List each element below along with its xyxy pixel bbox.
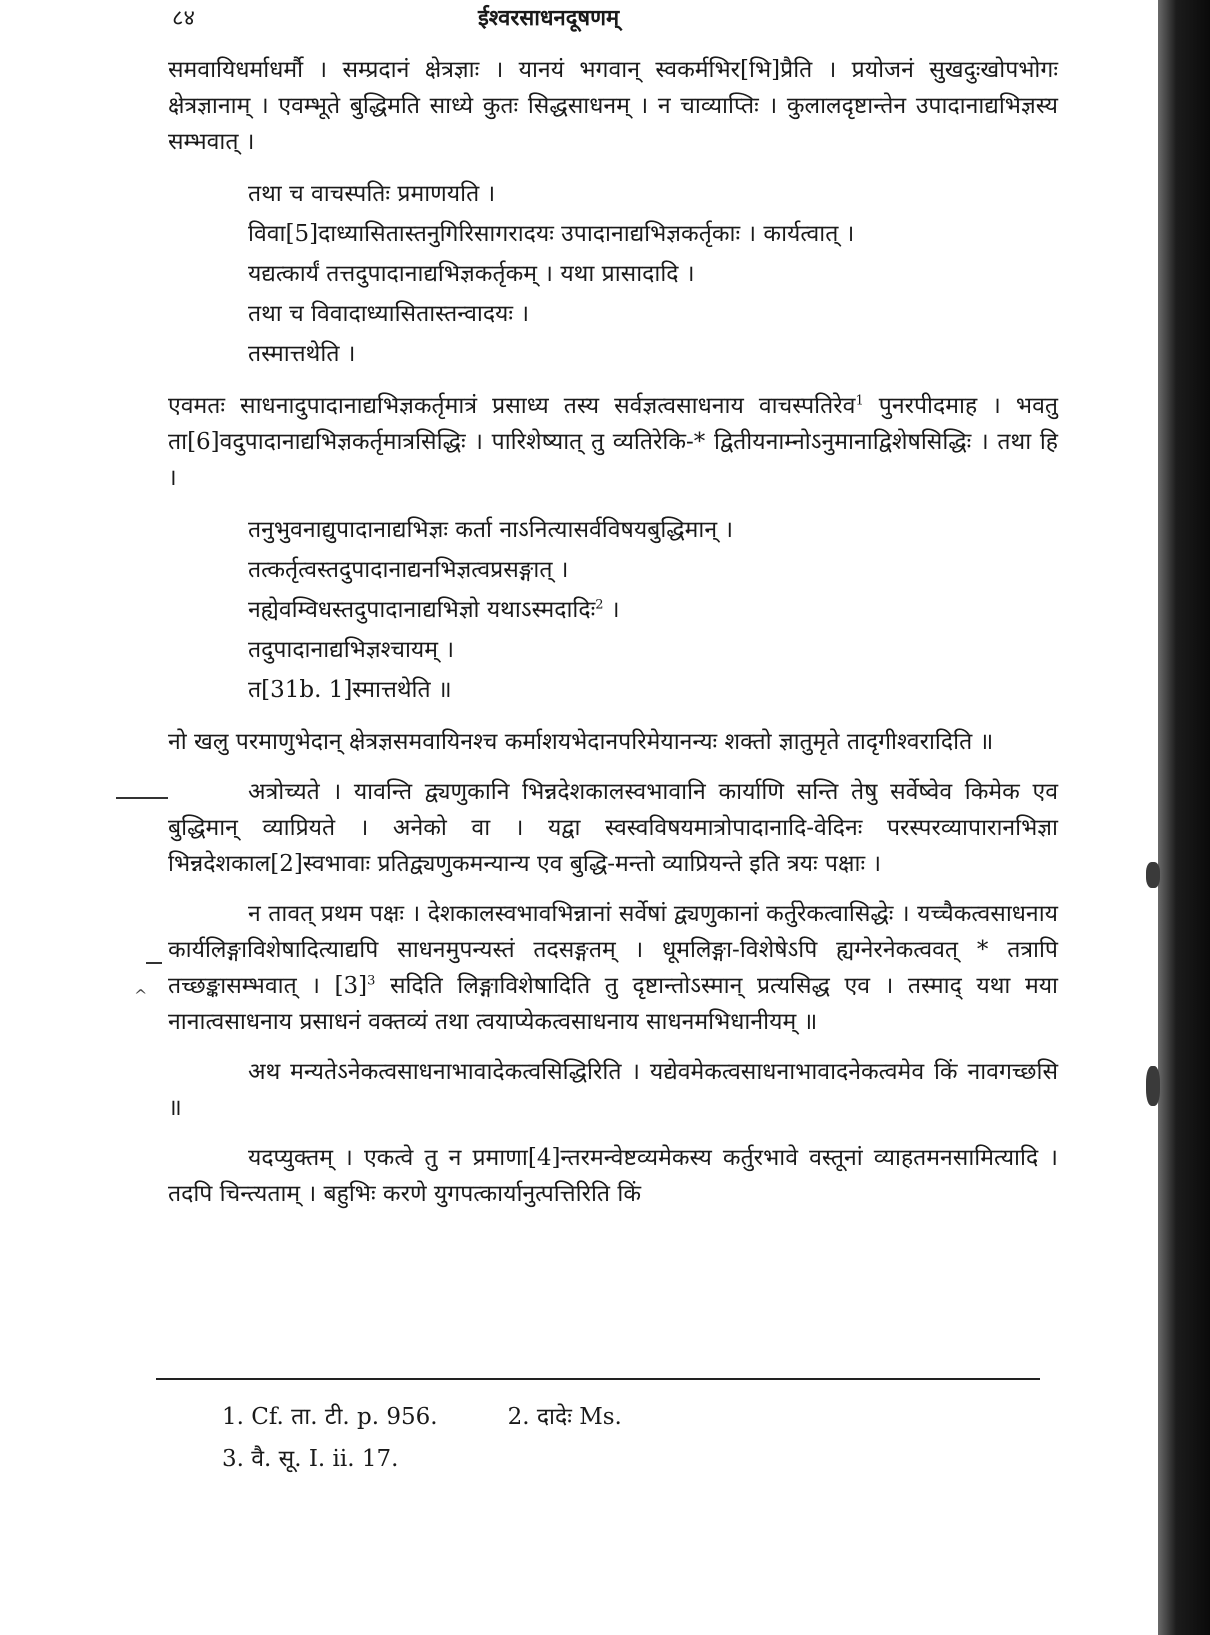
verse-text: तत्कर्तृत्वस्तदुपादानाद्यनभिज्ञत्वप्रसङ्गात् । (248, 557, 569, 583)
paragraph (168, 724, 1058, 760)
verse-text: तदुपादानाद्यभिज्ञश्चायम् । (248, 637, 455, 663)
verse-line (248, 334, 1058, 374)
verse-block (248, 174, 1058, 374)
verse-line (248, 510, 1058, 550)
verse-text: तथा च विवादाध्यासितास्तन्वादयः । (248, 301, 530, 327)
paragraph-text: सदिति लिङ्गाविशेषादिति तु दृष्टान्तोऽस्मान् प्रत्यसिद्ध एव । तस्माद् यथा मया नानात्वसाधनाय प्रसाधनं वक्तव्यं तथा त्वयाप्येकत्वसाधनाय साधनमभिधानीयम् ॥ (168, 973, 1058, 1035)
paragraph-text: न तावत् प्रथम पक्षः । देशकालस्वभावभिन्नानां सर्वेषां द्व्यणुकानां कर्तुरेकत्वासिद्धेः । यच्चैकत्वसाधनाय कार्यलिङ्गाविशेषादित्याद्यपि साधनमुपन्यस्तं तदसङ्गतम् । धूमलिङ्गा-विशेषेऽपि ह्यग्नेरनेकत्ववत् * तत्रापि तच्छङ्कासम्भवात् । [3] (168, 901, 1058, 999)
page-number: ८४ (172, 6, 195, 31)
scan-speck (1146, 1066, 1160, 1106)
footnote-text: 3. वै. सू. I. ii. 17. (222, 1446, 399, 1472)
footnote-divider (156, 1378, 1040, 1380)
verse-line (248, 254, 1058, 294)
footnote-marker: 2 (595, 597, 604, 613)
footnote-text: 1. Cf. ता. टी. p. 956. (222, 1404, 438, 1430)
margin-stroke (116, 797, 168, 799)
verse-text: तस्मात्तथेति । (248, 341, 356, 367)
verse-text: यद्यत्कार्यं तत्तदुपादानाद्यभिज्ञकर्तृकम् । यथा प्रासादादि । (248, 261, 695, 287)
page-header (0, 2, 1150, 32)
paragraph (168, 896, 1058, 1040)
verse-text: त[31b. 1]स्मात्तथेति ॥ (248, 677, 452, 703)
margin-stroke (146, 962, 162, 964)
running-title: ईश्वरसाधनदूषणम् (478, 5, 620, 31)
footnote (222, 1396, 922, 1438)
verse-text: नह्येवम्विधस्तदुपादानाद्यभिज्ञो यथाऽस्मदादिः (248, 597, 596, 623)
verse-line (248, 294, 1058, 334)
verse-line (248, 550, 1058, 590)
footnotes (222, 1396, 922, 1480)
footnote-marker: 3 (367, 973, 376, 989)
main-text (168, 52, 1058, 1226)
footnote-marker: 1 (855, 393, 864, 409)
verse-text: तनुभुवनाद्युपादानाद्यभिज्ञः कर्ता नाऽनित्यासर्वविषयबुद्धिमान् । (248, 517, 734, 543)
verse-text: तथा च वाचस्पतिः प्रमाणयति । (248, 181, 496, 207)
paragraph (168, 774, 1058, 882)
verse-line (248, 214, 1058, 254)
verse-text: विवा[5]दाध्यासितास्तनुगिरिसागरादयः उपादानाद्यभिज्ञकर्तृकाः । कार्यत्वात् । (248, 221, 855, 247)
verse-block (248, 510, 1058, 710)
verse-line (248, 630, 1058, 670)
paragraph-text: अत्रोच्यते । यावन्ति द्व्यणुकानि भिन्नदेशकालस्वभावानि कार्याणि सन्ति तेषु सर्वेष्वेव किमेक एव बुद्धिमान् व्याप्रियते । अनेको वा । यद्वा स्वस्वविषयमात्रोपादानादि-वेदिनः परस्परव्यापारानभिज्ञा भिन्नदेशकाल[2]स्वभावाः प्रतिद्व्यणुकमन्यान्य एव बुद्धि-मन्तो व्याप्रियन्ते इति त्रयः पक्षाः । (168, 779, 1058, 877)
verse-line (248, 174, 1058, 214)
scan-speck (1146, 862, 1160, 888)
paragraph-text: अथ मन्यतेऽनेकत्वसाधनाभावादेकत्वसिद्धिरिति । यद्येवमेकत्वसाधनाभावादनेकत्वमेव किं नावगच्छसि ॥ (168, 1059, 1058, 1121)
paragraph-text: एवमतः साधनादुपादानाद्यभिज्ञकर्तृमात्रं प्रसाध्य तस्य सर्वज्ञत्वसाधनाय वाचस्पतिरेव (168, 393, 856, 419)
paragraph (168, 1140, 1058, 1212)
paragraph (168, 388, 1058, 496)
paragraph-text: नो खलु परमाणुभेदान् क्षेत्रज्ञसमवायिनश्च कर्माशयभेदानपरिमेयानन्यः शक्तो ज्ञातुमृते तादृगीश्वरादिति ॥ (168, 729, 994, 755)
verse-line (248, 590, 1058, 630)
verse-text: । (603, 597, 620, 623)
margin-caret: ^ (134, 986, 148, 1005)
paragraph (168, 52, 1058, 160)
scan-edge-shadow (1158, 0, 1210, 1635)
verse-line (248, 670, 1058, 710)
paragraph-text: यदप्युक्तम् । एकत्वे तु न प्रमाणा[4]न्तरमन्वेष्टव्यमेकस्य कर्तुरभावे वस्तूनां व्याहतमनसामित्यादि । तदपि चिन्त्यताम् । बहुभिः करणे युगपत्कार्यानुत्पत्तिरिति किं (168, 1145, 1058, 1207)
paragraph (168, 1054, 1058, 1126)
paragraph-text: समवायिधर्माधर्मौ । सम्प्रदानं क्षेत्रज्ञाः । यानयं भगवान् स्वकर्मभिर[भि]प्रैति । प्रयोजनं सुखदुःखोपभोगः क्षेत्रज्ञानाम् । एवम्भूते बुद्धिमति साध्ये कुतः सिद्धसाधनम् । न चाव्याप्तिः । कुलालदृष्टान्तेन उपादानाद्यभिज्ञस्य सम्भवात् । (168, 57, 1058, 155)
footnote-text: 2. दादेः Ms. (507, 1404, 622, 1430)
paragraph-text: पुनरपीदमाह । भवतु ता[6]वदुपादानाद्यभिज्ञकर्तृमात्रसिद्धिः । पारिशेष्यात् तु व्यतिरेकि-* द्वितीयनाम्नोऽनुमानाद्विशेषसिद्धिः । तथा हि । (168, 393, 1058, 491)
footnote (222, 1438, 922, 1480)
